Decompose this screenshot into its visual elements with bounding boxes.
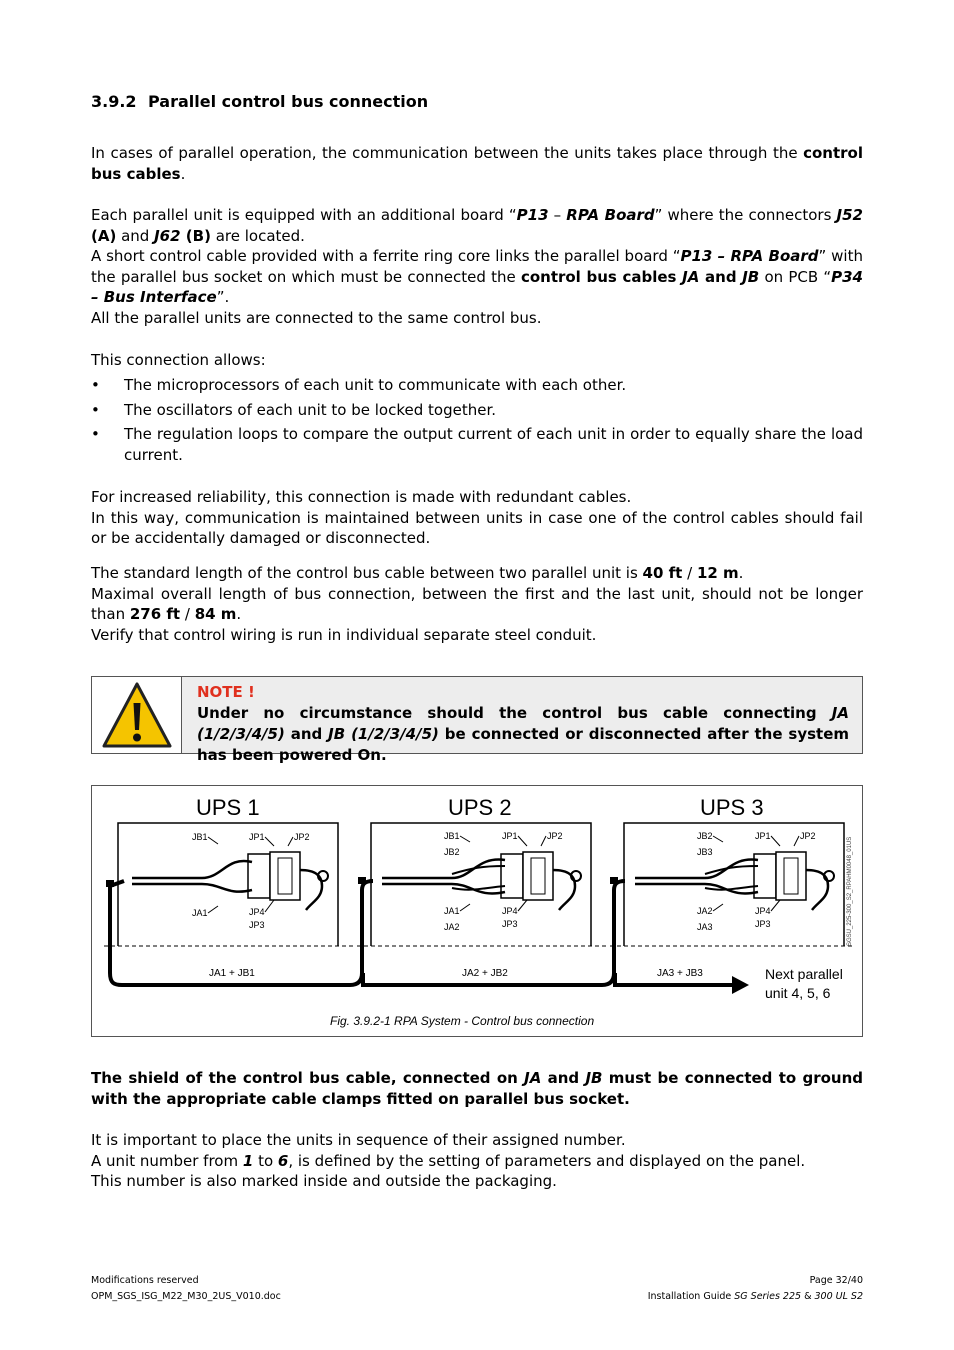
italic-text: JA [524,1069,542,1087]
ups-unit-3 [610,823,854,946]
link-label: JA2 + JB2 [462,968,508,979]
section-number: 3.9.2 [91,92,137,111]
jumper-label: JP4 [755,906,771,916]
text: must be connected to ground with the appropriate cable clamps fitted on parallel bus socket. [91,1069,864,1108]
cable-clamp [358,877,366,884]
text: This number is also marked inside and outside the packaging. [91,1172,557,1191]
bold-italic-text: JB (1/2/3/4/5) [328,725,439,743]
text: . [738,564,744,582]
bold-italic-text: P13 [516,206,549,224]
text: Installation Guide [647,1291,735,1302]
bold-text: 12 m [696,564,739,582]
text: ” with the parallel bus socket on which must be connected the [91,247,863,286]
paragraph-sequence [91,1130,863,1192]
list-item-text: The regulation loops to compare the output current of each unit in order to equally share the load current. [124,425,863,464]
text: A unit number from [91,1151,243,1170]
jumper-label: JP1 [502,831,518,841]
footer-right [648,1273,863,1305]
text: be connected or disconnected after the system has been powered On. [197,725,850,764]
bold-italic-text: J52 [836,206,863,224]
paragraph-shield [91,1068,863,1109]
text: – [548,206,567,224]
text: A short control cable provided with a ferrite ring core links the parallel board “ [91,247,681,266]
bullet-icon: • [91,376,100,394]
cable-clamp [610,877,618,884]
paragraph-boards [91,205,863,329]
bold-text: and [699,267,743,286]
text: / [180,605,195,624]
bold-italic-text: RPA Board [566,206,655,224]
warning-icon-cell [92,677,182,753]
text: ”. [216,288,230,307]
jumper-label: JP1 [249,832,265,842]
jumper-label: JP1 [755,831,771,841]
paragraph-intro [91,143,863,184]
ups-unit-2 [357,823,607,946]
list-item [91,400,863,421]
bus-cables [110,881,734,985]
text: & [801,1291,815,1302]
list-item [91,424,863,465]
footer-left [91,1273,281,1305]
jumper-label: JP2 [800,831,816,841]
note-text [197,682,849,766]
connector-label: JA1 [444,906,460,916]
bold-italic-text: 6 [277,1151,289,1170]
bullet-icon: • [91,425,100,444]
bold-italic-text: J62 [154,226,181,245]
text: and [541,1069,586,1087]
cable-clamp [106,880,114,887]
bold-text: 276 ft [129,605,181,624]
unit-title: UPS 2 [448,795,512,820]
figure-rpa-system [91,785,863,1037]
bold-italic-text: JA [682,267,700,286]
footer-text: Modifications reserved [91,1275,199,1286]
bullet-list [91,375,863,469]
section-heading [91,92,428,111]
text: It is important to place the units in sequence of their assigned number. [91,1131,626,1149]
jumper-label: JP3 [502,919,518,929]
list-item [91,375,863,396]
connector-label: JA2 [697,906,713,916]
link-label: JA1 + JB1 [209,968,255,979]
link-label: JA3 + JB3 [657,968,703,979]
section-title: Parallel control bus connection [148,92,429,111]
next-unit-label: Next parallel [765,966,843,982]
jumper-label: JP4 [249,907,265,917]
text: All the parallel units are connected to the same control bus. [91,308,542,327]
bold-italic-text: JA (1/2/3/4/5) [197,704,849,743]
jumper-label: JP4 [502,906,518,916]
drawing-code: SGSU_225-300_S2_RPAHM0048_01US [847,836,853,946]
text: The standard length of the control bus cable between two parallel unit is [91,564,643,582]
arrow-icon [732,976,749,994]
bold-text: control bus cables [91,144,863,183]
text: In this way, communication is maintained between units in case one of the control cables should fail or be accidentally damaged or disconnected. [91,508,863,548]
text: , is defined by the setting of parameters and displayed on the panel. [288,1151,806,1170]
connector-label: JB2 [444,847,460,857]
text: are located. [210,226,305,245]
figure-caption: Fig. 3.9.2-1 RPA System - Control bus connection [330,1014,595,1028]
text: and [116,226,155,245]
text: In cases of parallel operation, the communication between the units takes place through the [91,144,804,162]
jumper-label: JP3 [249,920,265,930]
wiring-diagram [92,786,864,1038]
bold-text: 40 ft [642,564,683,582]
paragraph-length [91,563,863,645]
text: / [682,564,697,582]
next-unit-label: unit 4, 5, 6 [765,985,831,1001]
jumper-label: JP2 [547,831,563,841]
connector-label: JB1 [444,831,460,841]
note-box [91,676,863,764]
warning-icon [92,677,182,753]
text: Maximal overall length of bus connection, between the first and the last unit, should not be longer than [91,584,863,624]
unit-title: UPS 3 [700,795,764,820]
ups-unit-1 [104,823,354,946]
list-item-text: The oscillators of each unit to be locked together. [124,400,496,419]
text: Under no circumstance should the control bus cable connecting [197,704,832,722]
paragraph-allows [91,350,863,371]
connector-label: JB1 [192,832,208,842]
connector-label: JA2 [444,922,460,932]
text: Each parallel unit is equipped with an additional board “ [91,206,517,224]
footer-guide [648,1289,863,1305]
italic-text: SG Series 225 [734,1291,802,1302]
text: and [284,725,329,743]
connector-label: JB3 [697,847,713,857]
connector-label: JB2 [697,831,713,841]
footer-doc-id: OPM_SGS_ISG_M22_M30_2US_V010.doc [91,1291,281,1302]
italic-text: JB [585,1069,603,1087]
text: For increased reliability, this connection is made with redundant cables. [91,488,632,506]
text: ” where the connectors [654,206,837,224]
unit-title: UPS 1 [196,795,260,820]
text: The shield of the control bus cable, connected on [91,1069,525,1087]
connector-label: JA3 [697,922,713,932]
italic-text: 300 UL S2 [814,1291,863,1302]
page-number: Page 32/40 [809,1275,863,1286]
bold-italic-text: 1 [242,1151,254,1170]
bold-text: (A) [91,226,117,245]
text: This connection allows: [91,351,266,369]
bullet-icon: • [91,400,100,419]
connector-label: JA1 [192,908,208,918]
bold-text: control bus cables [520,267,683,286]
text: to [253,1151,278,1170]
bold-italic-text: P34 – Bus Interface [91,267,863,307]
text: . [180,164,186,183]
bold-italic-text: JB [742,267,760,286]
text: on PCB “ [759,267,832,286]
text: . [236,605,242,624]
paragraph-reliability [91,487,863,549]
bold-italic-text: P13 – RPA Board [680,247,819,266]
note-title: NOTE ! [197,683,255,701]
list-item-text: The microprocessors of each unit to communicate with each other. [124,376,627,394]
bold-text: 84 m [194,605,237,624]
bold-text: (B) [180,226,211,245]
text: Verify that control wiring is run in individual separate steel conduit. [91,625,597,644]
jumper-label: JP2 [294,832,310,842]
jumper-label: JP3 [755,919,771,929]
note-body [197,703,849,766]
